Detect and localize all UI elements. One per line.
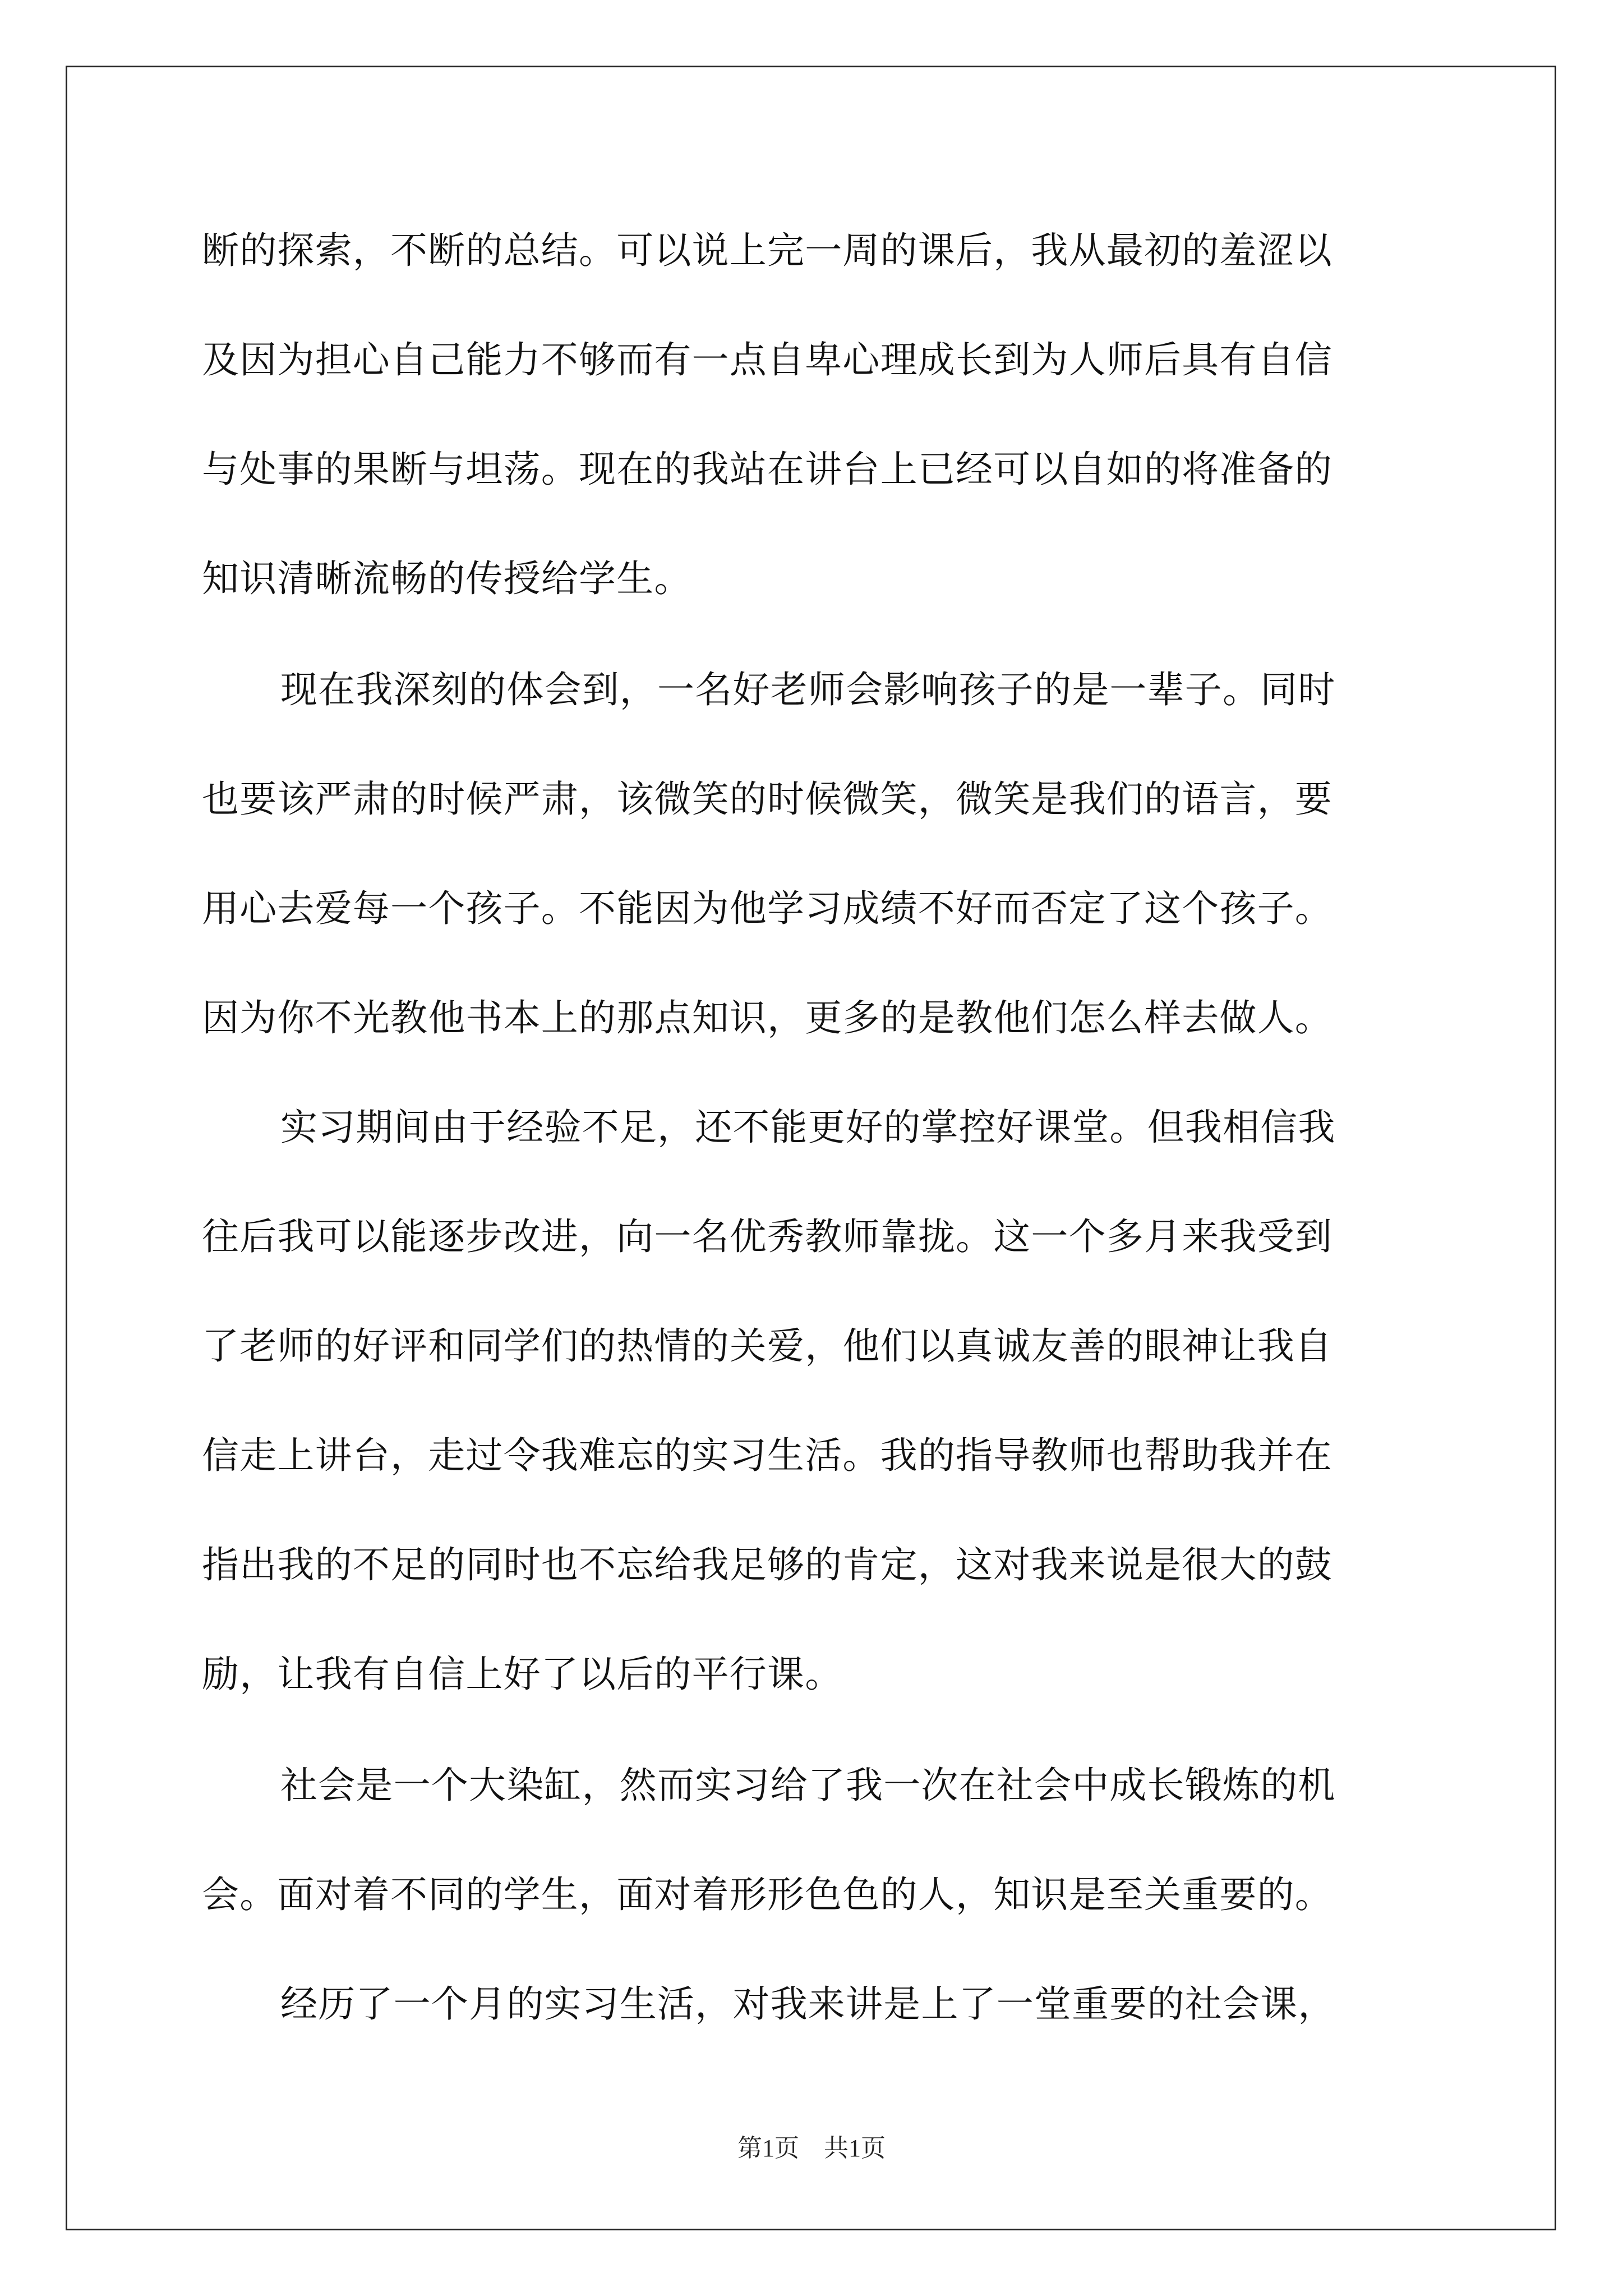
text-line: 断的探索，不断的总结。可以说上完一周的课后，我从最初的羞涩以 [202,229,1332,272]
text-line: 因为你不光教他书本上的那点知识，更多的是教他们怎么样去做人。 [202,996,1332,1039]
text-line: 往后我可以能逐步改进，向一名优秀教师靠拢。这一个多月来我受到 [202,1215,1332,1258]
page-footer [0,2136,1623,2161]
page-number: 第1页 [737,2134,799,2162]
text-line: 也要该严肃的时候严肃，该微笑的时候微笑，微笑是我们的语言，要 [202,777,1332,821]
text-line: 信走上讲台，走过令我难忘的实习生活。我的指导教师也帮助我并在 [202,1434,1332,1477]
paragraph-start-line: 实习期间由于经验不足，还不能更好的掌控好课堂。但我相信我 [280,1106,1336,1149]
text-line: 了老师的好评和同学们的热情的关爱，他们以真诚友善的眼神让我自 [202,1324,1332,1368]
text-line: 与处事的果断与坦荡。现在的我站在讲台上已经可以自如的将准备的 [202,448,1332,491]
text-line: 会。面对着不同的学生，面对着形形色色的人，知识是至关重要的。 [202,1873,1332,1916]
paragraph-start-line: 经历了一个月的实习生活，对我来讲是上了一堂重要的社会课， [280,1982,1336,2026]
paragraph-start-line: 现在我深刻的体会到，一名好老师会影响孩子的是一辈子。同时 [280,668,1336,711]
paragraph-start-line: 社会是一个大染缸，然而实习给了我一次在社会中成长锻炼的机 [280,1764,1336,1807]
text-line: 及因为担心自己能力不够而有一点自卑心理成长到为人师后具有自信 [202,338,1332,381]
text-line: 知识清晰流畅的传授给学生。 [202,557,692,600]
text-line: 用心去爱每一个孩子。不能因为他学习成绩不好而否定了这个孩子。 [202,887,1332,930]
text-line: 指出我的不足的同时也不忘给我足够的肯定，这对我来说是很大的鼓 [202,1543,1332,1586]
page-total: 共1页 [824,2134,886,2162]
text-line: 励，让我有自信上好了以后的平行课。 [202,1653,843,1696]
